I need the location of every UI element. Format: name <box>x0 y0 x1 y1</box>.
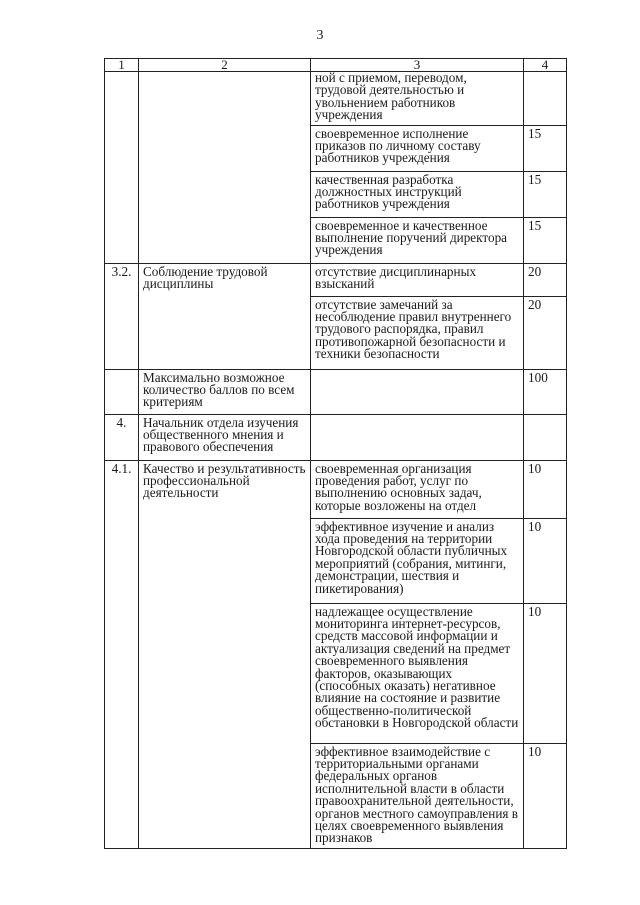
points-cell: 100 <box>524 369 567 414</box>
criterion-cell: эффективное изучение и анализ хода проведения на территории Новгородской области публичных мероприятий (собрания, митинги, демонстрации, шествия и пикетирования) <box>311 518 524 603</box>
row-number-cell: 4. <box>105 414 139 460</box>
points-cell <box>524 414 567 460</box>
points-cell: 15 <box>524 125 567 171</box>
table-row <box>105 460 567 518</box>
criterion-cell <box>311 414 524 460</box>
header-cell: 2 <box>139 59 311 72</box>
row-name-cell: Соблюдение трудовой дисциплины <box>139 263 311 369</box>
points-cell: 10 <box>524 743 567 848</box>
table-row <box>105 72 567 126</box>
points-cell: 10 <box>524 603 567 743</box>
row-number-cell <box>105 369 139 414</box>
header-cell: 1 <box>105 59 139 72</box>
page-number: 3 <box>316 28 324 43</box>
row-name-cell: Качество и результативность профессиональной деятельности <box>139 460 311 848</box>
row-number-cell: 4.1. <box>105 460 139 848</box>
points-cell: 20 <box>524 263 567 296</box>
table-row <box>105 263 567 296</box>
points-cell: 15 <box>524 171 567 217</box>
points-cell: 20 <box>524 296 567 369</box>
row-name-cell: Начальник отдела изучения общественного мнения и правового обеспечения <box>139 414 311 460</box>
table-row <box>105 369 567 414</box>
points-cell: 15 <box>524 217 567 263</box>
points-cell: 10 <box>524 518 567 603</box>
row-number-cell: 3.2. <box>105 263 139 369</box>
criterion-cell <box>311 369 524 414</box>
criterion-cell: своевременная организация проведения работ, услуг по выполнению основных задач, которые возложены на отдел <box>311 460 524 518</box>
table-row <box>105 414 567 460</box>
criterion-cell: своевременное и качественное выполнение поручений директора учреждения <box>311 217 524 263</box>
criterion-cell: эффективное взаимодействие с территориальными органами федеральных органов исполнительной власти в области правоохранительной деятельности, органов местного самоуправления в целях своевременного выявления признаков <box>311 743 524 848</box>
row-name-cell <box>139 72 311 264</box>
criteria-table <box>104 58 567 849</box>
header-cell: 4 <box>524 59 567 72</box>
criterion-cell: отсутствие замечаний за несоблюдение правил внутреннего трудового распорядка, правил противопожарной безопасности и техники безопасности <box>311 296 524 369</box>
row-number-cell <box>105 72 139 264</box>
points-cell: 10 <box>524 460 567 518</box>
points-cell <box>524 72 567 126</box>
criterion-cell: своевременное исполнение приказов по личному составу работников учреждения <box>311 125 524 171</box>
header-cell: 3 <box>311 59 524 72</box>
criterion-cell: отсутствие дисциплинарных взысканий <box>311 263 524 296</box>
criterion-cell: качественная разработка должностных инструкций работников учреждения <box>311 171 524 217</box>
row-name-cell: Максимально возможное количество баллов по всем критериям <box>139 369 311 414</box>
criterion-cell: ной с приемом, переводом, трудовой деятельностью и увольнением работников учреждения <box>311 72 524 126</box>
criterion-cell: надлежащее осуществление мониторинга интернет-ресурсов, средств массовой информации и актуализация сведений на предмет своевременного выявления факторов, оказывающих (способных оказать) негативное влияние на состояние и развитие общественно-политической обстановки в Новгородской области <box>311 603 524 743</box>
